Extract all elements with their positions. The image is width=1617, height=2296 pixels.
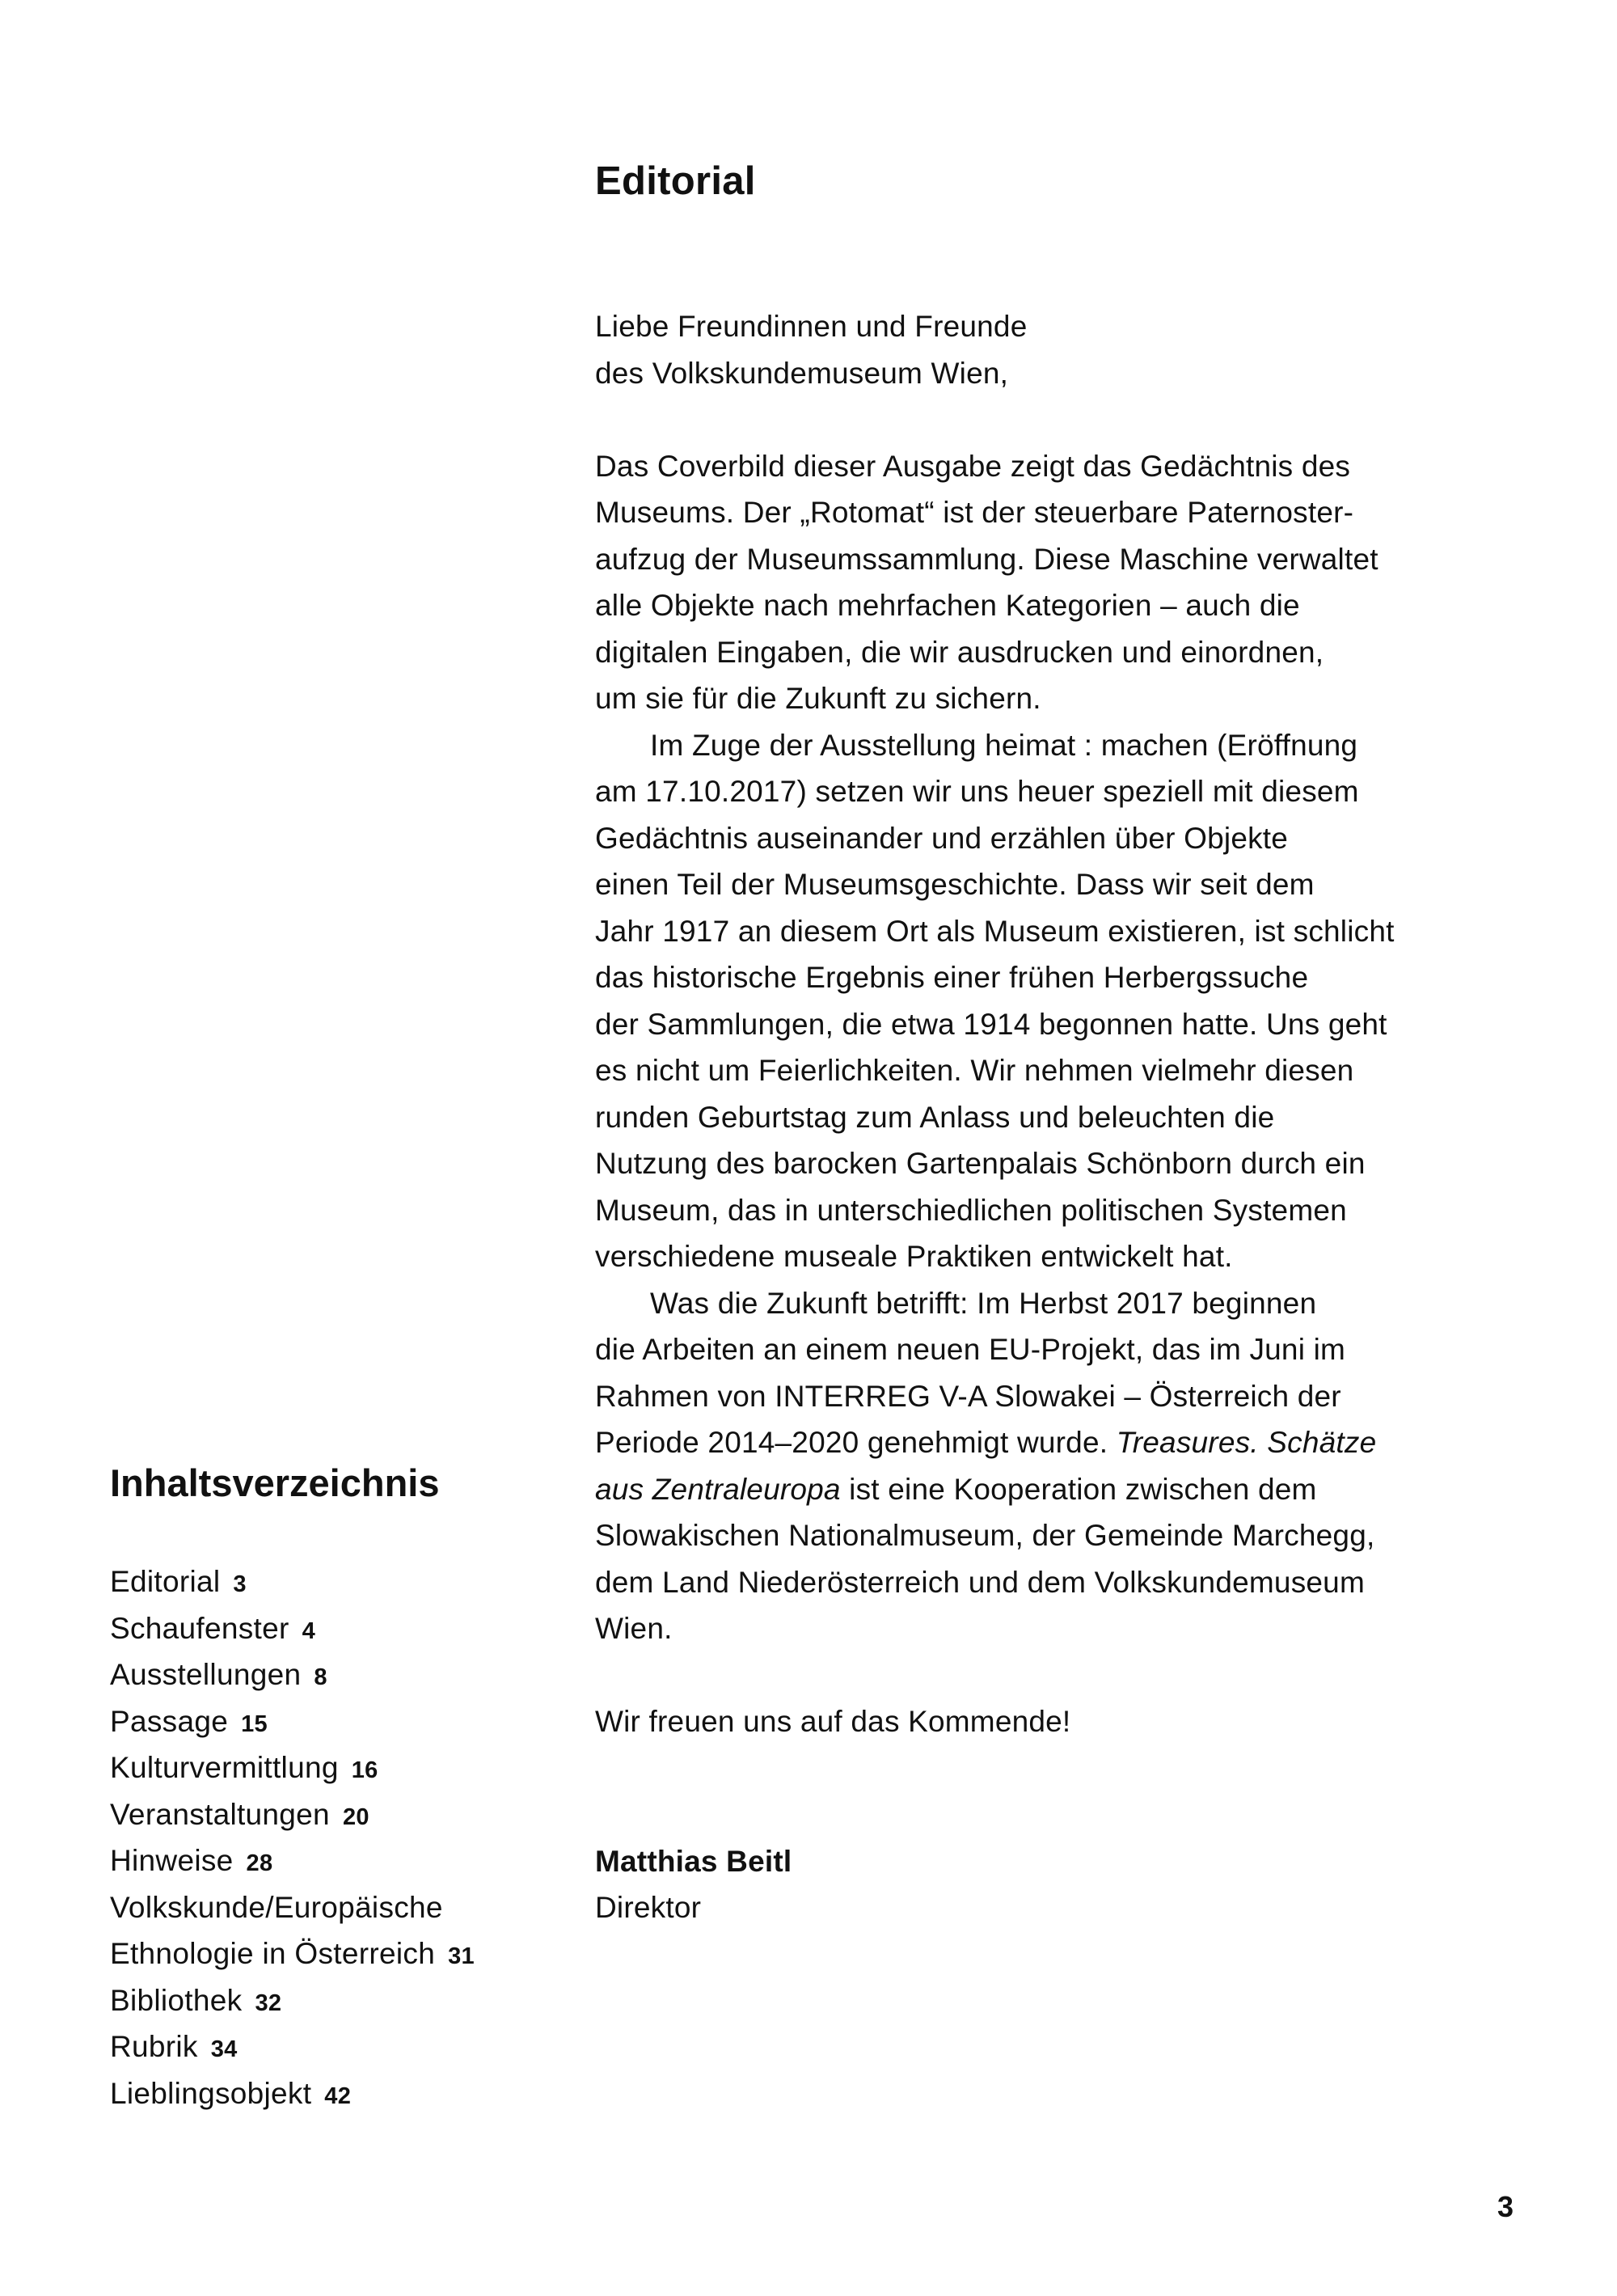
text-line <box>595 1605 1565 1652</box>
toc-item[interactable] <box>110 2070 475 2117</box>
toc-item-page: 34 <box>210 2036 238 2062</box>
text-line <box>595 1419 1565 1466</box>
toc-item[interactable] <box>110 2023 475 2070</box>
text-line <box>595 722 1565 769</box>
spacer <box>595 1745 1565 1792</box>
toc-item-page: 3 <box>233 1571 247 1597</box>
text-segment: Im Zuge der Ausstellung heimat : machen (Eröffnung <box>650 728 1358 762</box>
text-line <box>595 1280 1565 1327</box>
toc-item-page: 32 <box>255 1989 282 2016</box>
toc-item[interactable] <box>110 1558 475 1605</box>
toc-item[interactable] <box>110 1837 475 1884</box>
text-line <box>595 1140 1565 1187</box>
toc-item-page: 31 <box>448 1943 475 1969</box>
toc-title: Inhaltsverzeichnis <box>110 1461 440 1504</box>
editorial-paragraphs <box>595 443 1565 1652</box>
toc-item-label: Lieblingsobjekt <box>110 2076 312 2110</box>
text-line <box>595 675 1565 722</box>
text-line <box>595 582 1565 629</box>
text-line <box>595 1187 1565 1234</box>
toc-item-page: 15 <box>241 1710 268 1737</box>
text-segment: Was die Zukunft betrifft: Im Herbst 2017 beginnen <box>650 1286 1317 1320</box>
toc-item-page: 8 <box>314 1664 327 1690</box>
text-segment: Museum, das in unterschiedlichen politischen Systemen <box>595 1193 1347 1227</box>
text-line <box>595 1047 1565 1094</box>
text-line <box>595 489 1565 536</box>
table-of-contents <box>110 1558 475 2116</box>
toc-item[interactable] <box>110 1977 475 2024</box>
text-line <box>595 954 1565 1001</box>
text-line <box>595 908 1565 955</box>
signature-name: Matthias Beitl <box>595 1844 792 1878</box>
toc-item-label: Rubrik <box>110 2030 198 2063</box>
text-line <box>595 1094 1565 1141</box>
toc-item-label: Passage <box>110 1704 229 1738</box>
editorial-title: Editorial <box>595 159 756 203</box>
text-segment: um sie für die Zukunft zu sichern. <box>595 682 1041 715</box>
closing-line: Wir freuen uns auf das Kommende! <box>595 1705 1071 1738</box>
text-segment: alle Objekte nach mehrfachen Kategorien – auch die <box>595 589 1300 622</box>
toc-item-label: Ausstellungen <box>110 1658 302 1691</box>
toc-item[interactable] <box>110 1605 475 1652</box>
toc-item-label: Editorial <box>110 1565 221 1598</box>
text-line <box>595 861 1565 908</box>
text-segment: Rahmen von INTERREG V-A Slowakei – Österreich der <box>595 1379 1341 1413</box>
text-line <box>595 1233 1565 1280</box>
text-segment: aufzug der Museumssammlung. Diese Maschine verwaltet <box>595 542 1378 576</box>
text-segment: Nutzung des barocken Gartenpalais Schönborn durch ein <box>595 1147 1366 1180</box>
text-segment: runden Geburtstag zum Anlass und beleuchten die <box>595 1100 1275 1134</box>
text-line <box>595 443 1565 490</box>
text-line <box>595 1373 1565 1420</box>
paragraph <box>595 443 1565 722</box>
italic-title: Treasures. Schätze <box>1116 1426 1377 1459</box>
toc-item[interactable] <box>110 1791 475 1838</box>
paragraph <box>595 1280 1565 1652</box>
text-line <box>595 1001 1565 1048</box>
text-line <box>595 629 1565 676</box>
text-segment: verschiedene museale Praktiken entwickelt hat. <box>595 1240 1233 1273</box>
toc-item[interactable] <box>110 1698 475 1745</box>
toc-item-label: Ethnologie in Österreich <box>110 1937 436 1970</box>
toc-item-label: Volkskunde/Europäische <box>110 1890 443 1924</box>
toc-item-page: 42 <box>324 2082 352 2109</box>
text-segment: die Arbeiten an einem neuen EU-Projekt, das im Juni im <box>595 1333 1346 1366</box>
paragraph <box>595 722 1565 1280</box>
spacer <box>595 1791 1565 1838</box>
text-segment: das historische Ergebnis einer frühen Herbergssuche <box>595 961 1309 994</box>
toc-item-label: Hinweise <box>110 1844 234 1877</box>
editorial-body <box>595 303 1565 1931</box>
toc-item[interactable] <box>110 1884 475 1931</box>
toc-item[interactable] <box>110 1744 475 1791</box>
text-segment: Periode 2014–2020 genehmigt wurde. <box>595 1426 1117 1459</box>
toc-item[interactable] <box>110 1930 475 1977</box>
spacer <box>595 396 1565 443</box>
text-segment: dem Land Niederösterreich und dem Volkskundemuseum <box>595 1565 1365 1599</box>
toc-item-page: 16 <box>351 1757 378 1783</box>
text-segment: am 17.10.2017) setzen wir uns heuer speziell mit diesem <box>595 775 1359 808</box>
text-segment: es nicht um Feierlichkeiten. Wir nehmen vielmehr diesen <box>595 1054 1354 1087</box>
signature-role: Direktor <box>595 1891 702 1924</box>
text-segment: Jahr 1917 an diesem Ort als Museum existieren, ist schlicht <box>595 914 1395 948</box>
toc-item-page: 28 <box>246 1850 273 1876</box>
text-line <box>595 536 1565 583</box>
toc-item-label: Schaufenster <box>110 1611 289 1645</box>
toc-item[interactable] <box>110 1651 475 1698</box>
text-segment: Das Coverbild dieser Ausgabe zeigt das Gedächtnis des <box>595 449 1351 483</box>
text-segment: Wien. <box>595 1612 673 1645</box>
greeting-line: Liebe Freundinnen und Freunde <box>595 310 1028 343</box>
toc-item-label: Kulturvermittlung <box>110 1751 339 1784</box>
text-line <box>595 1559 1565 1606</box>
page-number: 3 <box>1497 2190 1514 2223</box>
text-line <box>595 1326 1565 1373</box>
text-line <box>595 768 1565 815</box>
text-segment: ist eine Kooperation zwischen dem <box>840 1472 1317 1506</box>
text-line <box>595 1466 1565 1513</box>
text-segment: der Sammlungen, die etwa 1914 begonnen hatte. Uns geht <box>595 1007 1387 1041</box>
text-segment: Slowakischen Nationalmuseum, der Gemeinde Marchegg, <box>595 1519 1375 1552</box>
text-line <box>595 815 1565 862</box>
greeting-line: des Volkskundemuseum Wien, <box>595 356 1009 390</box>
text-segment: Gedächtnis auseinander und erzählen über Objekte <box>595 821 1289 855</box>
italic-title: aus Zentraleuropa <box>595 1472 841 1506</box>
toc-item-page: 4 <box>302 1617 316 1644</box>
text-segment: digitalen Eingaben, die wir ausdrucken und einordnen, <box>595 635 1324 669</box>
toc-item-label: Bibliothek <box>110 1983 243 2017</box>
spacer <box>595 1652 1565 1699</box>
text-line <box>595 1512 1565 1559</box>
toc-item-label: Veranstaltungen <box>110 1797 330 1831</box>
toc-item-page: 20 <box>342 1803 369 1830</box>
text-segment: einen Teil der Museumsgeschichte. Dass wir seit dem <box>595 868 1315 901</box>
text-segment: Museums. Der „Rotomat“ ist der steuerbare Paternoster- <box>595 496 1354 529</box>
